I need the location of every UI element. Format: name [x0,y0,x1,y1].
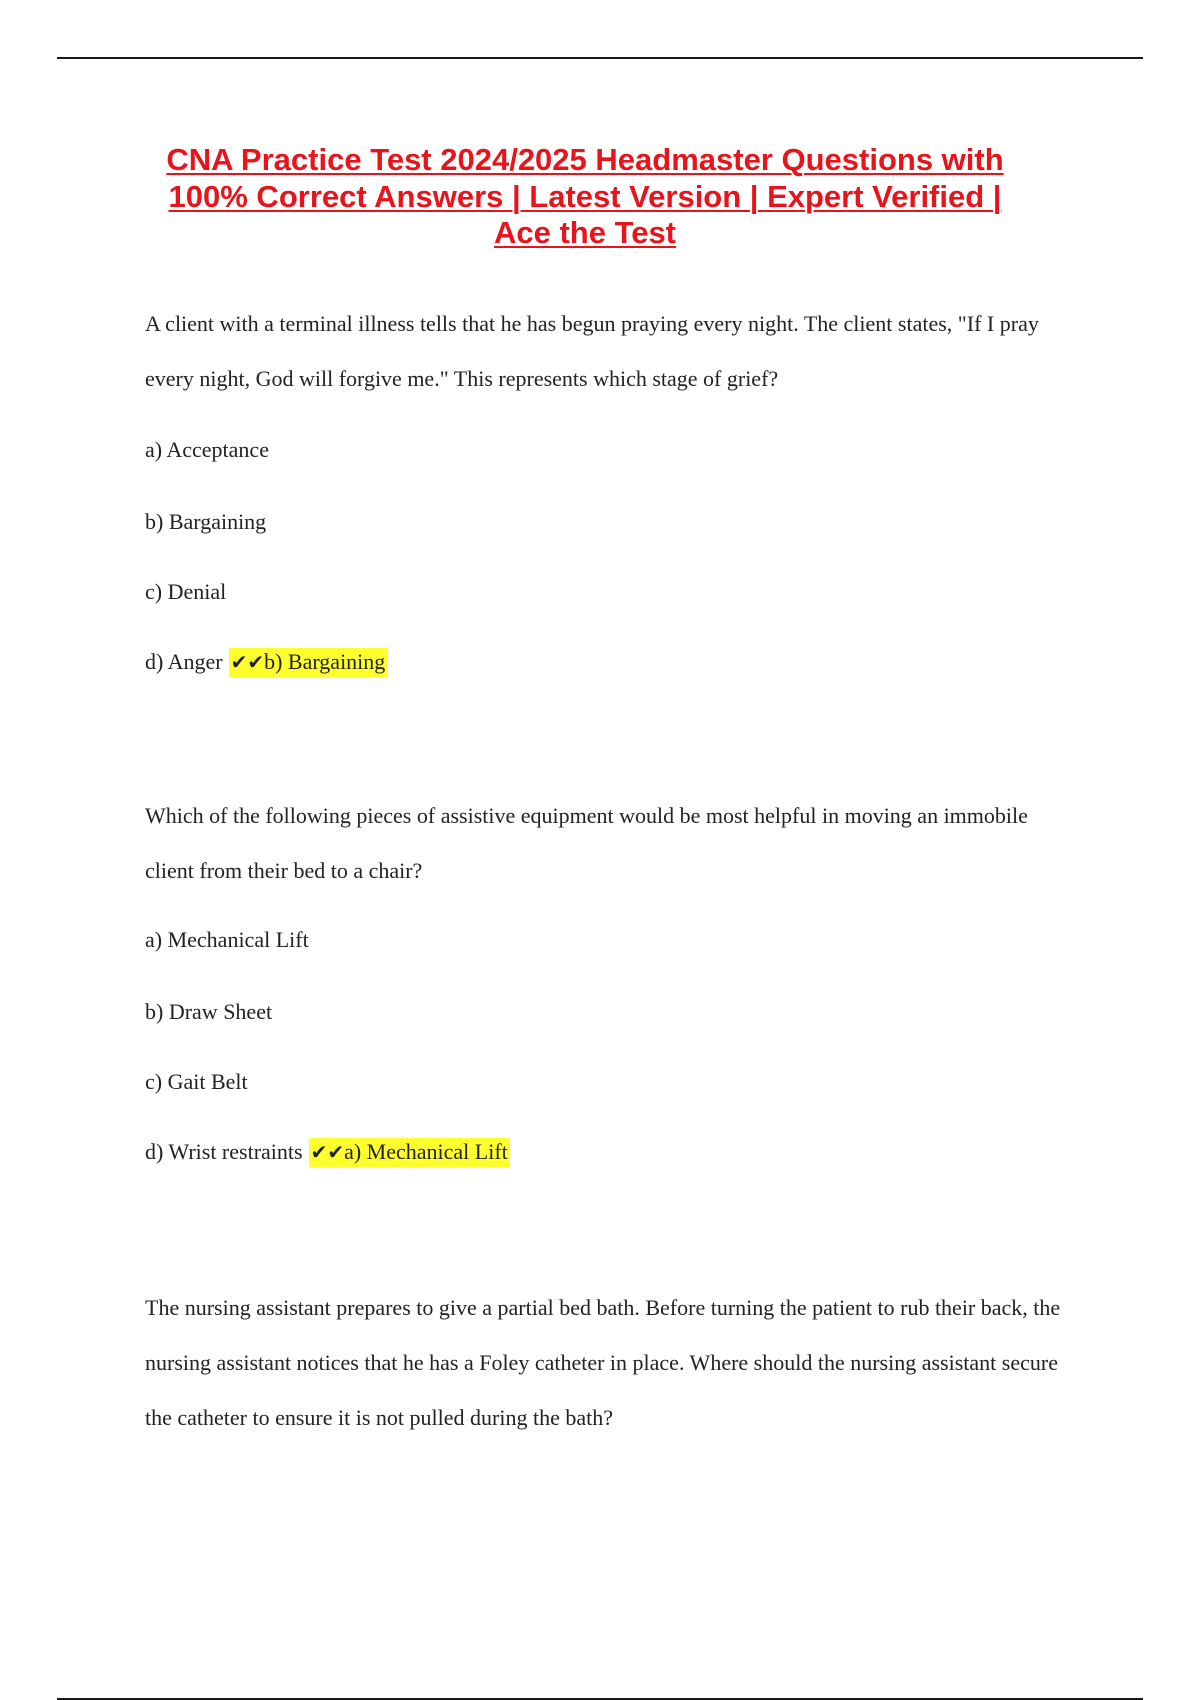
question-text: A client with a terminal illness tells that he has begun praying every night. The client states, "If I pray every night, God will forgive me." This represents which stage of grief? [145,311,1039,391]
question-1-options [145,435,1075,674]
correct-answer: b) Bargaining [264,649,386,674]
document-title: CNA Practice Test 2024/2025 Headmaster Questions with 100% Correct Answers | Latest Version | Expert Verified | Ace the Test [166,142,1004,250]
check-mark-icon: ✔✔ [230,650,265,674]
option-c: c) Denial [145,579,227,604]
option-b: b) Draw Sheet [145,999,273,1024]
option-c: c) Gait Belt [145,1069,248,1094]
check-mark-icon: ✔✔ [310,1140,345,1164]
question-text: Which of the following pieces of assistive equipment would be most helpful in moving an immobile client from their bed to a chair? [145,803,1028,883]
option-d: d) Wrist restraints [145,1139,303,1164]
option-a: a) Mechanical Lift [145,927,309,952]
option-b: b) Bargaining [145,509,267,534]
correct-answer-highlight [309,1138,510,1167]
question-text: The nursing assistant prepares to give a partial bed bath. Before turning the patient to rub their back, the nursing assistant notices that he has a Foley catheter in place. Where should the nursing assistant secure the catheter to ensure it is not pulled during the bath? [145,1295,1061,1430]
top-rule [57,57,1143,59]
option-a: a) Acceptance [145,437,269,462]
option-d-with-answer [145,647,387,677]
question-1 [145,296,1075,406]
question-2-options [145,925,1075,1164]
correct-answer: a) Mechanical Lift [344,1139,508,1164]
question-3 [145,1280,1075,1445]
question-2 [145,788,1075,898]
correct-answer-highlight [229,648,388,677]
option-d-with-answer [145,1137,510,1167]
option-d: d) Anger [145,649,223,674]
